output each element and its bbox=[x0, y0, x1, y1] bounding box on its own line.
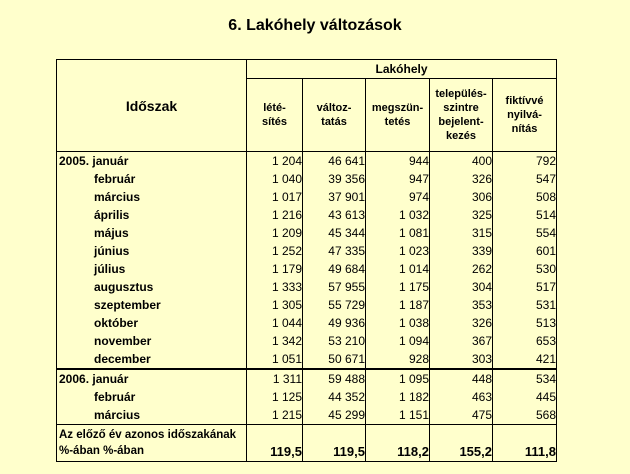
cell-value: 1 209 bbox=[247, 224, 303, 242]
cell-value: 306 bbox=[430, 188, 493, 206]
cell-value: 1 216 bbox=[247, 206, 303, 224]
page-title: 6. Lakóhely változások bbox=[228, 17, 402, 34]
table-row bbox=[57, 152, 557, 171]
cell-value: 367 bbox=[430, 332, 493, 350]
cell-value: 513 bbox=[493, 314, 557, 332]
residence-group-header: Lakóhely bbox=[247, 60, 557, 79]
cell-value: 514 bbox=[493, 206, 557, 224]
table-row bbox=[57, 350, 557, 369]
cell-value: 303 bbox=[430, 350, 493, 369]
cell-value: 534 bbox=[493, 369, 557, 388]
table-row bbox=[57, 224, 557, 242]
cell-value: 1 014 bbox=[366, 260, 430, 278]
cell-value: 47 335 bbox=[303, 242, 366, 260]
cell-value: 1 151 bbox=[366, 406, 430, 425]
cell-value: 531 bbox=[493, 296, 557, 314]
row-period-label: február bbox=[57, 170, 247, 188]
cell-value: 49 684 bbox=[303, 260, 366, 278]
table-row bbox=[57, 188, 557, 206]
cell-value: 1 032 bbox=[366, 206, 430, 224]
col-header-settlement-registration: település- szintre bejelent- kezés bbox=[430, 79, 493, 152]
cell-value: 1 204 bbox=[247, 152, 303, 171]
row-period-label: augusztus bbox=[57, 278, 247, 296]
cell-value: 601 bbox=[493, 242, 557, 260]
cell-value: 1 040 bbox=[247, 170, 303, 188]
cell-value: 1 342 bbox=[247, 332, 303, 350]
row-period-label: június bbox=[57, 242, 247, 260]
cell-value: 400 bbox=[430, 152, 493, 171]
cell-value: 57 955 bbox=[303, 278, 366, 296]
cell-value: 46 641 bbox=[303, 152, 366, 171]
cell-value: 547 bbox=[493, 170, 557, 188]
col-header-change: változ- tatás bbox=[303, 79, 366, 152]
cell-value: 517 bbox=[493, 278, 557, 296]
table-row bbox=[57, 260, 557, 278]
cell-value: 1 175 bbox=[366, 278, 430, 296]
cell-value: 944 bbox=[366, 152, 430, 171]
col-header-termination: megszün- tetés bbox=[366, 79, 430, 152]
cell-value: 792 bbox=[493, 152, 557, 171]
summary-label: Az előző év azonos időszakának %-ában %-ában bbox=[57, 425, 247, 462]
summary-value: 119,5 bbox=[303, 425, 366, 462]
table-row bbox=[57, 296, 557, 314]
row-period-label: április bbox=[57, 206, 247, 224]
cell-value: 1 081 bbox=[366, 224, 430, 242]
table-row bbox=[57, 242, 557, 260]
table-row bbox=[57, 369, 557, 388]
cell-value: 43 613 bbox=[303, 206, 366, 224]
period-column-header: Időszak bbox=[57, 60, 247, 152]
summary-value: 119,5 bbox=[247, 425, 303, 462]
table-row bbox=[57, 206, 557, 224]
cell-value: 50 671 bbox=[303, 350, 366, 369]
cell-value: 44 352 bbox=[303, 388, 366, 406]
cell-value: 304 bbox=[430, 278, 493, 296]
col-header-fictitious: fiktívvé nyilvá- nítás bbox=[493, 79, 557, 152]
cell-value: 326 bbox=[430, 314, 493, 332]
residence-changes-table bbox=[56, 59, 557, 462]
summary-value: 155,2 bbox=[430, 425, 493, 462]
row-period-label: szeptember bbox=[57, 296, 247, 314]
cell-value: 508 bbox=[493, 188, 557, 206]
cell-value: 1 252 bbox=[247, 242, 303, 260]
cell-value: 1 333 bbox=[247, 278, 303, 296]
cell-value: 554 bbox=[493, 224, 557, 242]
cell-value: 262 bbox=[430, 260, 493, 278]
cell-value: 1 051 bbox=[247, 350, 303, 369]
cell-value: 928 bbox=[366, 350, 430, 369]
cell-value: 974 bbox=[366, 188, 430, 206]
cell-value: 1 094 bbox=[366, 332, 430, 350]
row-period-label: február bbox=[57, 388, 247, 406]
row-period-label: március bbox=[57, 406, 247, 425]
cell-value: 1 187 bbox=[366, 296, 430, 314]
cell-value: 325 bbox=[430, 206, 493, 224]
row-period-label: október bbox=[57, 314, 247, 332]
summary-value: 111,8 bbox=[493, 425, 557, 462]
cell-value: 326 bbox=[430, 170, 493, 188]
cell-value: 55 729 bbox=[303, 296, 366, 314]
cell-value: 1 125 bbox=[247, 388, 303, 406]
cell-value: 59 488 bbox=[303, 369, 366, 388]
cell-value: 339 bbox=[430, 242, 493, 260]
row-period-label: július bbox=[57, 260, 247, 278]
row-period-label: május bbox=[57, 224, 247, 242]
cell-value: 475 bbox=[430, 406, 493, 425]
cell-value: 39 356 bbox=[303, 170, 366, 188]
cell-value: 315 bbox=[430, 224, 493, 242]
cell-value: 1 215 bbox=[247, 406, 303, 425]
row-period-label: 2005. január bbox=[57, 152, 247, 171]
cell-value: 49 936 bbox=[303, 314, 366, 332]
table-row bbox=[57, 406, 557, 425]
cell-value: 448 bbox=[430, 369, 493, 388]
cell-value: 421 bbox=[493, 350, 557, 369]
cell-value: 463 bbox=[430, 388, 493, 406]
cell-value: 1 095 bbox=[366, 369, 430, 388]
row-period-label: 2006. január bbox=[57, 369, 247, 388]
cell-value: 947 bbox=[366, 170, 430, 188]
table-row bbox=[57, 332, 557, 350]
cell-value: 530 bbox=[493, 260, 557, 278]
table-row bbox=[57, 170, 557, 188]
cell-value: 1 038 bbox=[366, 314, 430, 332]
cell-value: 45 299 bbox=[303, 406, 366, 425]
cell-value: 53 210 bbox=[303, 332, 366, 350]
cell-value: 1 017 bbox=[247, 188, 303, 206]
cell-value: 1 044 bbox=[247, 314, 303, 332]
summary-row bbox=[57, 425, 557, 462]
cell-value: 1 023 bbox=[366, 242, 430, 260]
table-row bbox=[57, 314, 557, 332]
table-row bbox=[57, 278, 557, 296]
cell-value: 445 bbox=[493, 388, 557, 406]
table-row bbox=[57, 388, 557, 406]
row-period-label: november bbox=[57, 332, 247, 350]
cell-value: 568 bbox=[493, 406, 557, 425]
cell-value: 653 bbox=[493, 332, 557, 350]
cell-value: 1 311 bbox=[247, 369, 303, 388]
summary-value: 118,2 bbox=[366, 425, 430, 462]
cell-value: 353 bbox=[430, 296, 493, 314]
col-header-establishment: lété- sítés bbox=[247, 79, 303, 152]
cell-value: 1 182 bbox=[366, 388, 430, 406]
row-period-label: december bbox=[57, 350, 247, 369]
cell-value: 45 344 bbox=[303, 224, 366, 242]
cell-value: 37 901 bbox=[303, 188, 366, 206]
cell-value: 1 305 bbox=[247, 296, 303, 314]
row-period-label: március bbox=[57, 188, 247, 206]
cell-value: 1 179 bbox=[247, 260, 303, 278]
